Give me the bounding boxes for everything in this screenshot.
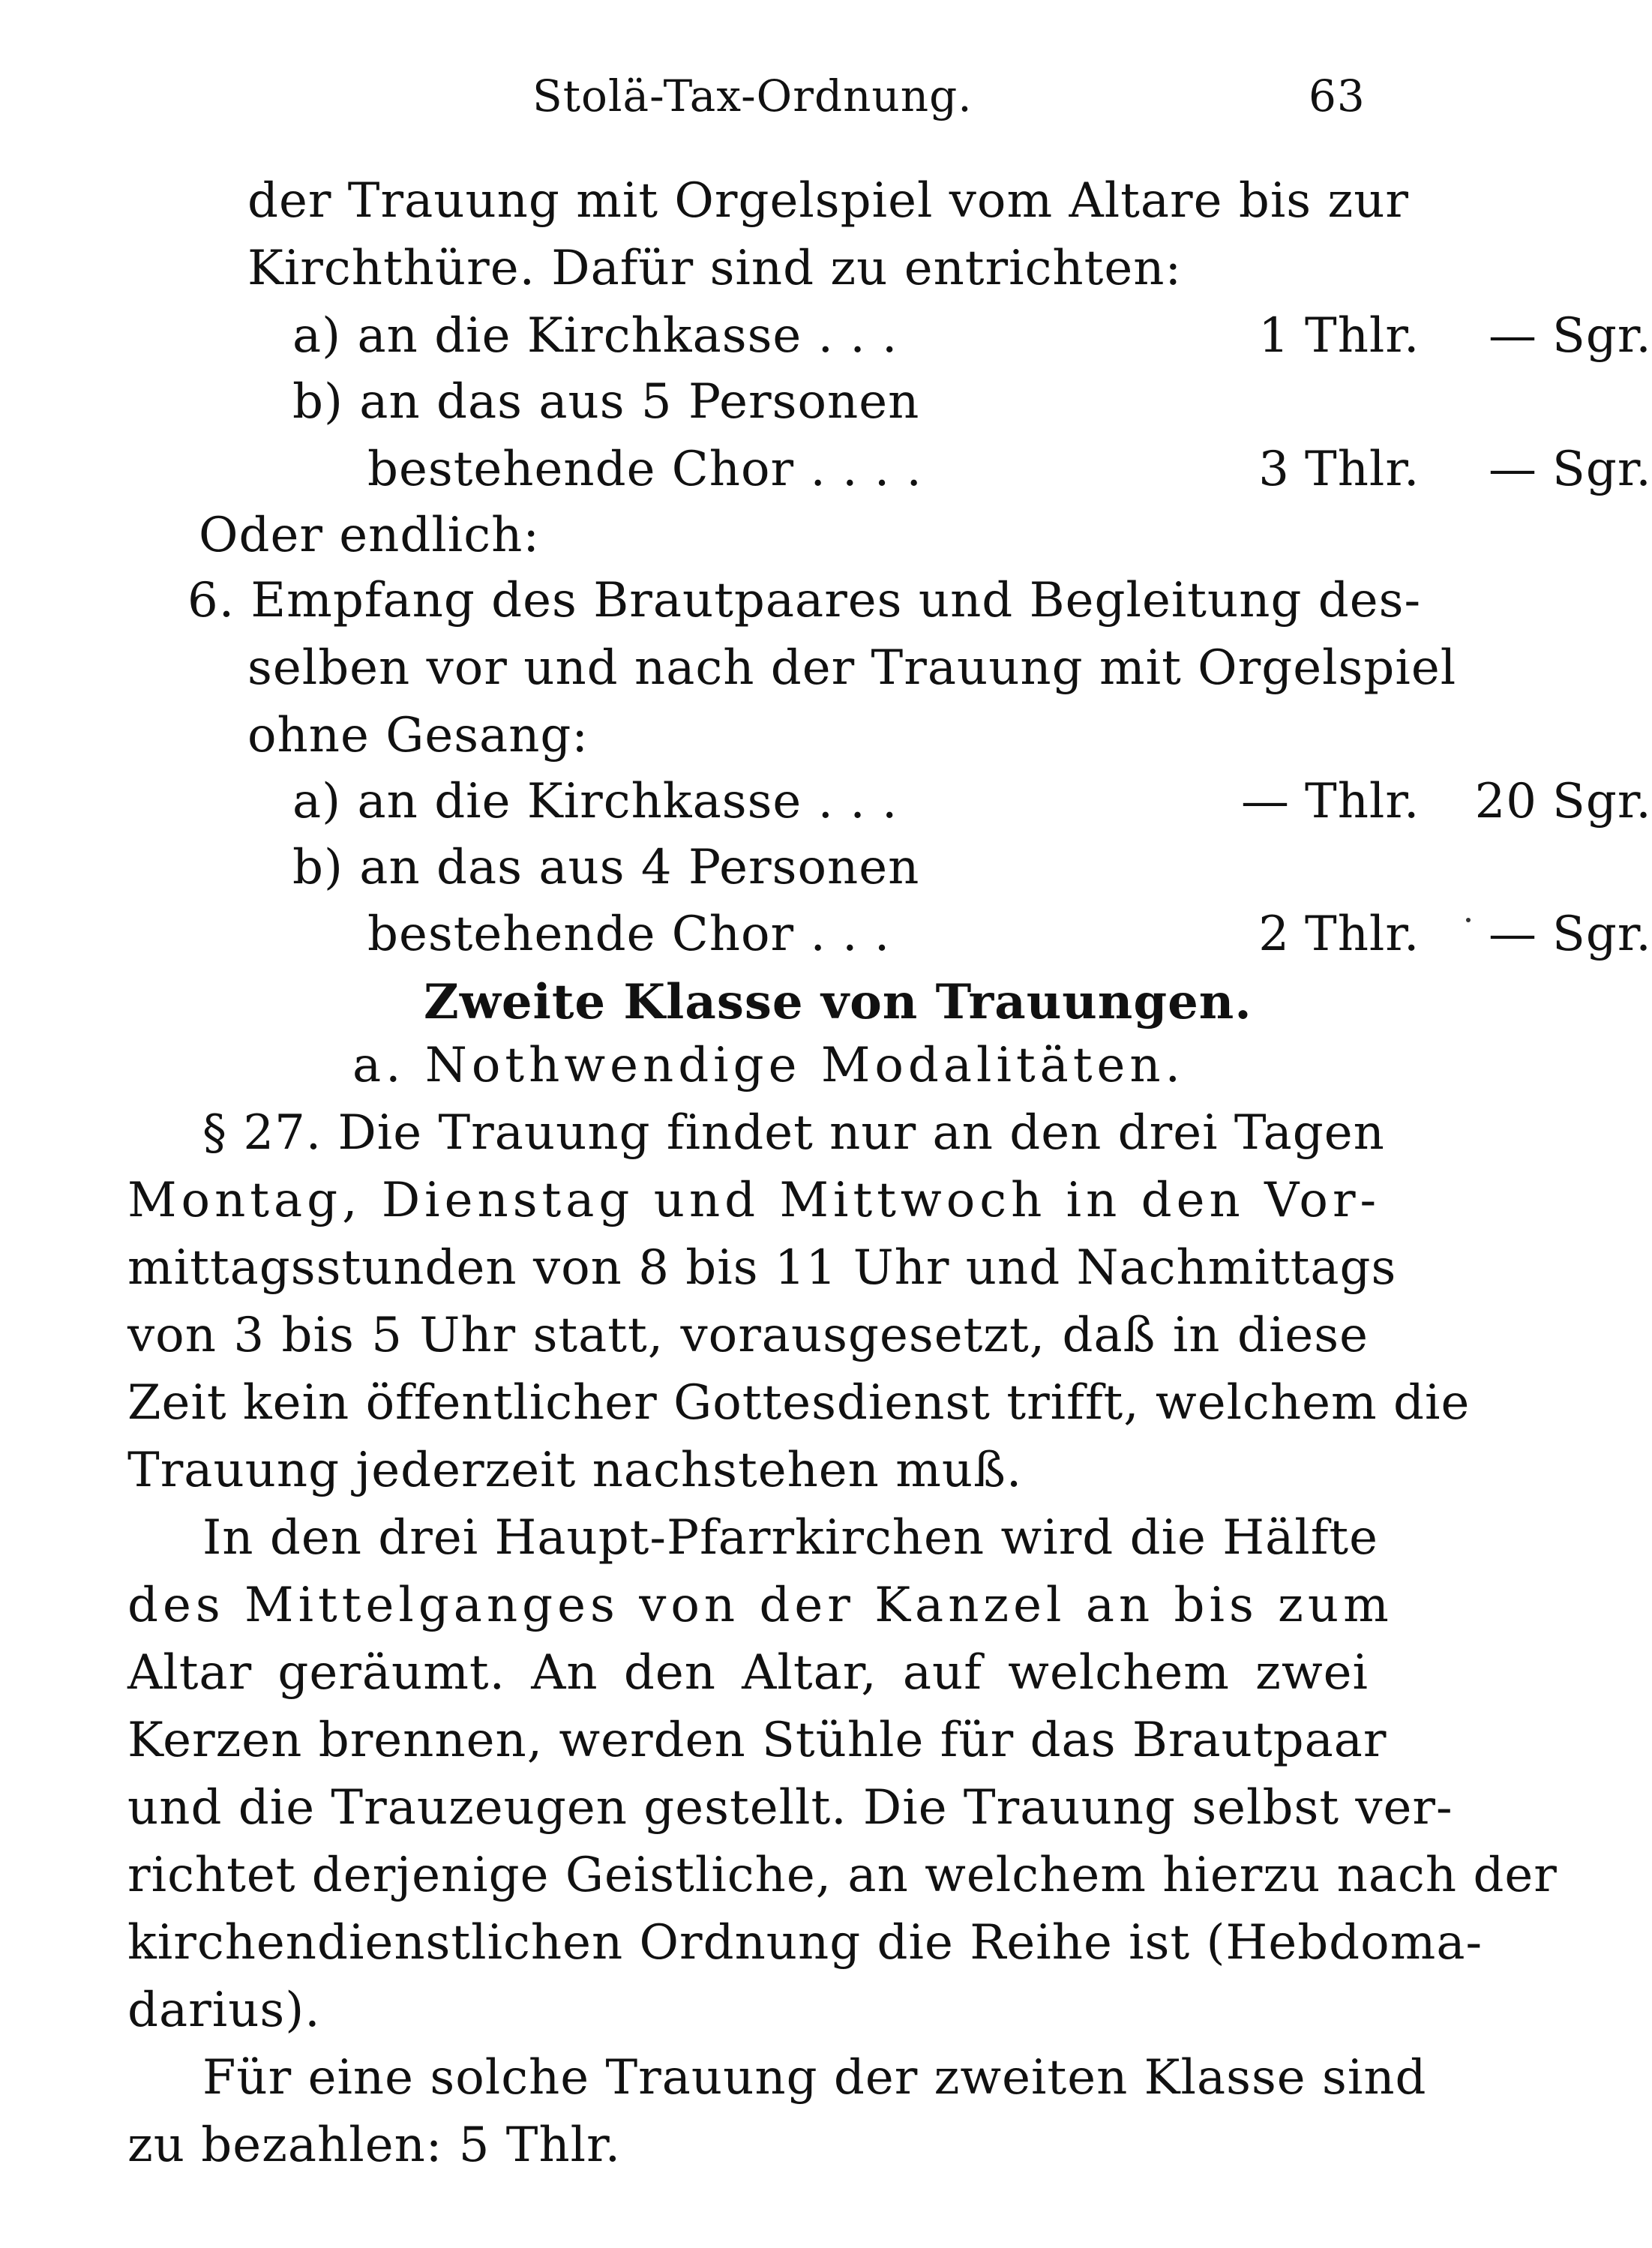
text-line: selben vor und nach der Trauung mit Orgelspiel (247, 640, 1457, 696)
fee-thaler: — (1241, 774, 1290, 829)
fee-row (292, 309, 1650, 364)
fee-thaler: 2 (1258, 907, 1290, 962)
paragraph-line: zu bezahlen: 5 Thlr. (127, 2118, 622, 2173)
paragraph-line: Zeit kein öffentlicher Gottesdienst trifft, welchem die (127, 1375, 1471, 1431)
fee-groschen: 20 (1474, 774, 1537, 829)
text-line: Kirchthüre. Dafür sind zu entrichten: (247, 241, 1182, 296)
fee-label: bestehende Chor . . . . (367, 442, 922, 497)
fee-row (292, 775, 1650, 830)
paragraph-line: von 3 bis 5 Uhr statt, vorausgesetzt, daß in diese (127, 1308, 1369, 1363)
paragraph-line: und die Trauzeugen gestellt. Die Trauung selbst ver- (127, 1780, 1453, 1836)
fee-row (367, 907, 1650, 963)
ink-speck (1466, 918, 1471, 922)
fee-groschen-unit: Sgr. (1552, 907, 1652, 962)
fee-groschen-unit: Sgr. (1552, 308, 1652, 364)
fee-groschen-unit: Sgr. (1552, 774, 1652, 829)
fee-groschen: — (1489, 907, 1537, 962)
fee-label: b) an das aus 5 Personen (292, 374, 920, 430)
text-line: der Trauung mit Orgelspiel vom Altare bis zur (247, 173, 1409, 229)
paragraph-line: Montag, Dienstag und Mittwoch in den Vor- (127, 1173, 1381, 1228)
fee-thaler-unit: Thlr. (1305, 308, 1420, 364)
paragraph-line: richtet derjenige Geistliche, an welchem hierzu nach der (127, 1848, 1558, 1903)
page-number: 63 (1309, 70, 1366, 121)
fee-thaler-unit: Thlr. (1305, 442, 1420, 497)
paragraph-line: Altar geräumt. An den Altar, auf welchem zwei (127, 1645, 1369, 1701)
text-line: Oder endlich: (199, 508, 540, 563)
fee-thaler-unit: Thlr. (1305, 774, 1420, 829)
running-title: Stolä-Tax-Ordnung. (532, 70, 973, 121)
paragraph-line: des Mittelganges von der Kanzel an bis zum (127, 1578, 1393, 1633)
fee-label: a) an die Kirchkasse . . . (292, 308, 898, 364)
fee-row (367, 442, 1650, 498)
fee-thaler: 1 (1258, 308, 1290, 364)
text-line: ohne Gesang: (247, 708, 589, 763)
paragraph-line: Kerzen brennen, werden Stühle für das Brautpaar (127, 1713, 1387, 1768)
paragraph-line: In den drei Haupt-Pfarrkirchen wird die Hälfte (202, 1510, 1378, 1566)
fee-thaler-unit: Thlr. (1305, 907, 1420, 962)
fee-label: a) an die Kirchkasse . . . (292, 774, 898, 829)
paragraph-line: § 27. Die Trauung findet nur an den drei Tagen (202, 1105, 1385, 1161)
fee-label: bestehende Chor . . . (367, 907, 891, 962)
paragraph-line: kirchendienstlichen Ordnung die Reihe ist (Hebdoma- (127, 1915, 1483, 1971)
paragraph-line: Für eine solche Trauung der zweiten Klasse sind (202, 2050, 1427, 2106)
fee-groschen-unit: Sgr. (1552, 442, 1652, 497)
section-title: Zweite Klasse von Trauungen. (424, 974, 1252, 1030)
fee-thaler: 3 (1258, 442, 1290, 497)
fee-groschen: — (1489, 308, 1537, 364)
paragraph-line: mittagsstunden von 8 bis 11 Uhr und Nachmittags (127, 1240, 1397, 1296)
subsection-title: a. Nothwendige Modalitäten. (352, 1038, 1185, 1093)
fee-label: b) an das aus 4 Personen (292, 840, 920, 895)
text-line: 6. Empfang des Brautpaares und Begleitung des- (187, 573, 1422, 628)
paragraph-line: Trauung jederzeit nachstehen muß. (127, 1443, 1023, 1498)
fee-groschen: — (1489, 442, 1537, 497)
paragraph-line: darius). (127, 1983, 321, 2038)
